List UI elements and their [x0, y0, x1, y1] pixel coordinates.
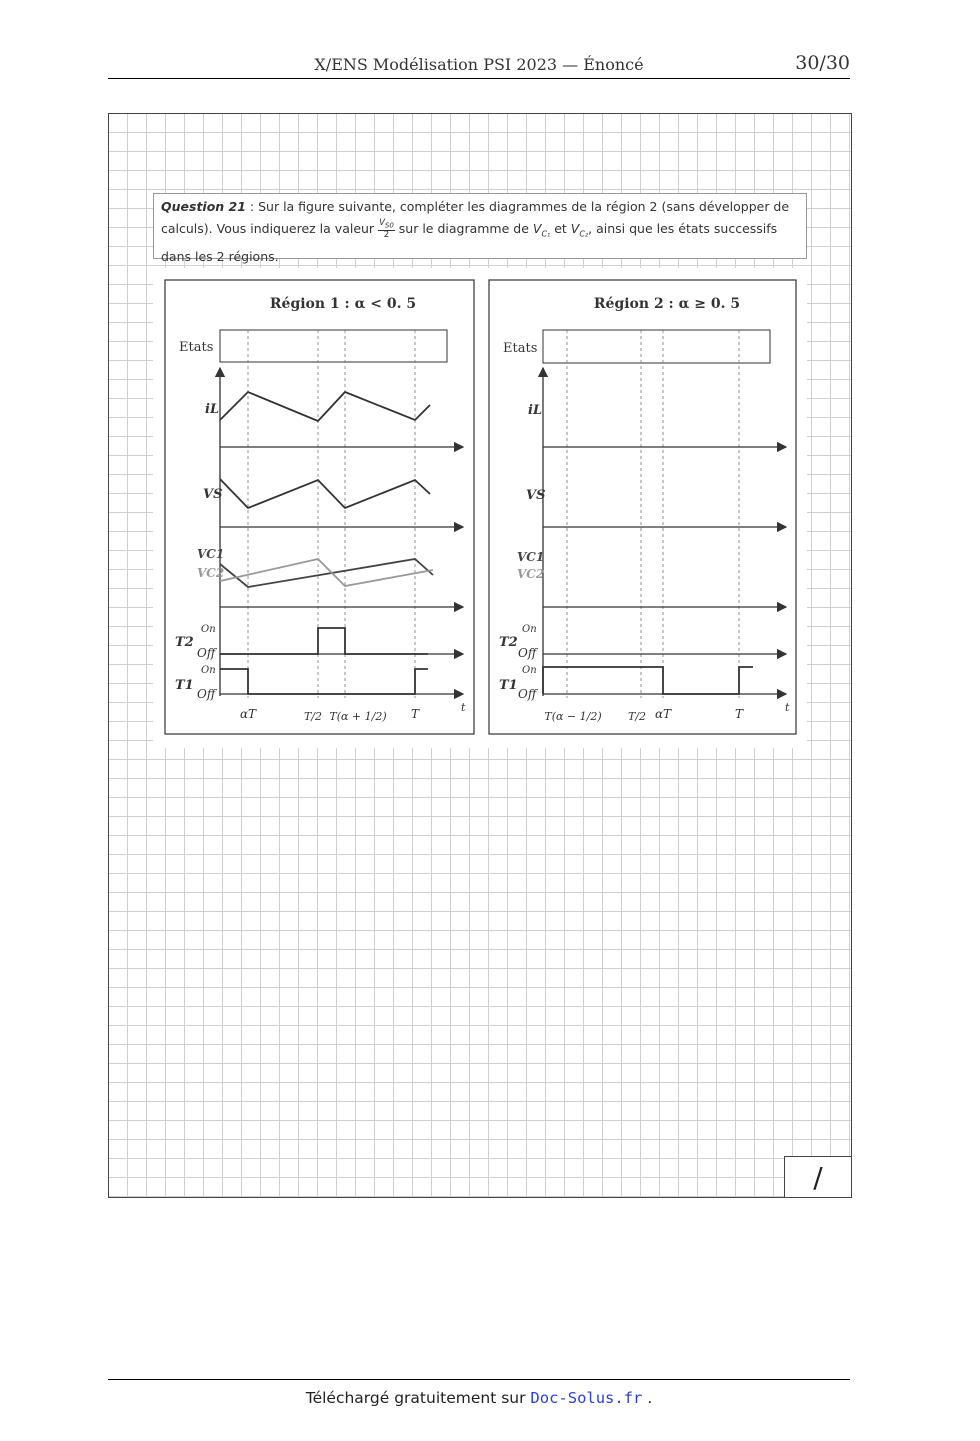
region1-tick-T: T — [410, 707, 420, 721]
region1-panel — [165, 280, 474, 734]
region2-tick-alpha-minus-half: T(α − 1/2) — [544, 710, 602, 723]
region1-title: Région 1 : α < 0. 5 — [269, 296, 417, 312]
region2-t2-on: On — [522, 624, 537, 635]
region1-t2-off: Off — [197, 646, 216, 660]
vc2-symbol — [570, 221, 589, 239]
question-text-d: , ainsi que les états successifs dans les 2 régions. — [161, 221, 778, 264]
region2-il-label: iL — [528, 403, 543, 418]
region2-t1-on: On — [522, 665, 537, 676]
region2-vs-label: VS — [526, 488, 546, 503]
region2-t2-label: T2 — [499, 635, 518, 650]
region1-t-axis-label: t — [461, 701, 466, 714]
region1-vc2-label: VC2 — [197, 566, 225, 580]
region2-panel — [489, 280, 796, 734]
region2-t1-label: T1 — [499, 678, 518, 693]
question-text-c: et — [550, 221, 571, 236]
header-title: X/ENS Modélisation PSI 2023 — Énoncé — [314, 55, 644, 74]
region2-vc2-label: VC2 — [517, 567, 545, 581]
mark-box[interactable] — [784, 1156, 851, 1197]
vc2-letter: V — [570, 221, 580, 236]
figure-svg — [153, 268, 807, 748]
page-header — [108, 52, 850, 79]
footer — [108, 1389, 850, 1407]
figure — [153, 268, 807, 748]
region1-t2-label: T2 — [175, 635, 194, 650]
region1-t1-on: On — [201, 665, 216, 676]
region2-t1-off: Off — [518, 687, 537, 701]
fraction-vs0 — [378, 219, 395, 241]
frac-num-sub: S0 — [384, 221, 394, 230]
region2-tick-alphaT: αT — [654, 707, 672, 721]
region1-tick-alpha-plus-half: T(α + 1/2) — [329, 710, 387, 723]
vc2-sub: C₂ — [579, 229, 589, 239]
vc1-symbol — [532, 221, 551, 239]
question-text-b: sur le diagramme de — [394, 221, 533, 236]
region1-etats-box[interactable] — [220, 330, 447, 362]
region1-vs-label: VS — [203, 487, 223, 502]
region1-tick-half: T/2 — [303, 710, 323, 723]
footer-divider — [108, 1379, 850, 1380]
vc1-sub: C₁ — [541, 229, 551, 239]
region2-etats-label: Etats — [503, 341, 538, 356]
region2-etats-box[interactable] — [543, 330, 770, 363]
question-text-a: : Sur la figure suivante, compléter les diagrammes de la région 2 (sans développer de calculs). Vous indiquerez la valeur — [161, 199, 790, 236]
region1-etats-label: Etats — [179, 340, 214, 355]
mark-box-label: / — [813, 1161, 823, 1194]
region1-t1-label: T1 — [175, 678, 194, 693]
region2-tick-T: T — [734, 707, 744, 721]
region2-title: Région 2 : α ≥ 0. 5 — [593, 296, 741, 312]
region2-t2-off: Off — [518, 646, 537, 660]
region1-t2-on: On — [201, 624, 216, 635]
region1-t1-off: Off — [197, 687, 216, 701]
footer-suffix: . — [642, 1389, 653, 1407]
footer-link[interactable]: Doc-Solus.fr — [530, 1389, 643, 1407]
region1-tick-alphaT: αT — [239, 707, 257, 721]
region1-vc1-label: VC1 — [197, 547, 225, 561]
footer-prefix: Téléchargé gratuitement sur — [305, 1389, 531, 1407]
question-label: Question 21 — [161, 199, 246, 214]
frac-den: 2 — [383, 230, 390, 241]
region2-t-axis-label: t — [785, 701, 790, 714]
region2-tick-half: T/2 — [627, 710, 647, 723]
region2-vc1-label: VC1 — [517, 550, 545, 564]
frac-num: V — [379, 217, 385, 228]
question-box — [153, 193, 807, 264]
page-number: 30/30 — [795, 52, 850, 74]
vc1-letter: V — [532, 221, 542, 236]
region1-il-label: iL — [205, 402, 220, 417]
